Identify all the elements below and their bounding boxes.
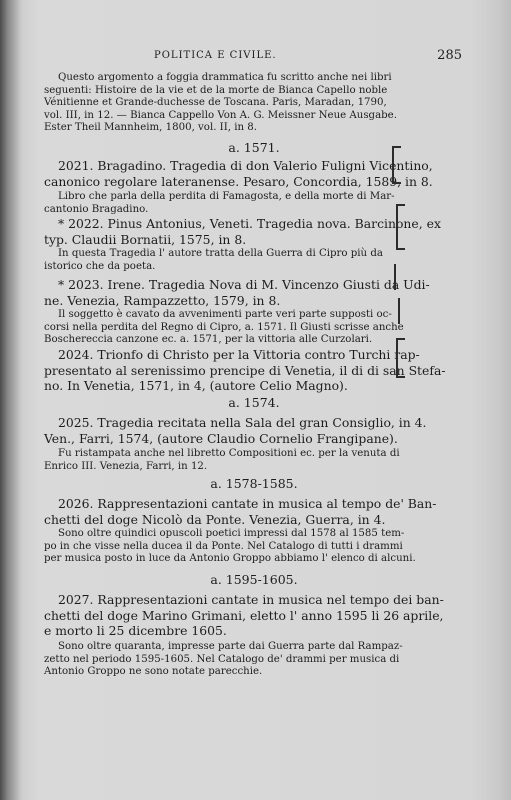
text-line: chetti del doge Marino Grimani, eletto l' anno 1595 li 26 aprile, bbox=[44, 607, 444, 623]
text-line: Enrico III. Venezia, Farri, in 12. bbox=[44, 460, 208, 472]
text-line: Vénitienne et Grande-duchesse de Toscana. Paris, Maradan, 1790, bbox=[44, 97, 387, 108]
text-line: corsi nella perdita del Regno di Cipro, a. 1571. Il Giusti scrisse anche bbox=[44, 321, 404, 333]
text-line: Fu ristampata anche nel libretto Compositioni ec. per la venuta di bbox=[58, 448, 400, 459]
entry-2027 bbox=[44, 592, 464, 639]
text-line: cantonio Bragadino. bbox=[44, 203, 149, 215]
text-line: 2027. Rappresentazioni cantate in musica nel tempo dei ban- bbox=[58, 592, 444, 607]
margin-bracket-mark bbox=[392, 146, 401, 184]
text-line: Questo argomento a foggia drammatica fu scritto anche nei libri bbox=[58, 72, 392, 83]
text-line: po in che visse nella ducea il da Ponte. Nel Catalogo di tutti i drammi bbox=[44, 540, 403, 552]
text-line: per musica posto in luce da Antonio Groppo abbiamo l' elenco di alcuni. bbox=[44, 553, 416, 564]
text-line: chetti del doge Nicolò da Ponte. Venezia, Guerra, in 4. bbox=[44, 511, 386, 527]
text-line: Ven., Farri, 1574, (autore Claudio Cornelio Frangipane). bbox=[44, 430, 398, 446]
text-line: Ester Theil Mannheim, 1800, vol. II, in 8. bbox=[44, 122, 257, 133]
entry-2026 bbox=[44, 496, 464, 527]
book-page bbox=[44, 30, 464, 770]
text-line: * 2023. Irene. Tragedia Nova di M. Vincenzo Giusti da Udi- bbox=[58, 277, 430, 292]
text-line: Sono oltre quindici opuscoli poetici impressi dal 1578 al 1585 tem- bbox=[58, 528, 405, 539]
intro-paragraph bbox=[44, 72, 464, 135]
text-line: Il soggetto è cavato da avvenimenti parte veri parte supposti oc- bbox=[58, 309, 392, 320]
year-heading: a. 1595-1605. bbox=[210, 572, 298, 587]
entry-2027-note bbox=[44, 641, 464, 679]
entry-2025-note bbox=[44, 448, 464, 473]
text-line: no. In Venetia, 1571, in 4, (autore Celio Magno). bbox=[44, 378, 348, 393]
margin-bracket-mark bbox=[396, 204, 405, 250]
text-line: istorico che da poeta. bbox=[44, 260, 156, 272]
text-line: 2021. Bragadino. Tragedia di don Valerio Fuligni Vicentino, bbox=[58, 158, 433, 173]
entry-2022-note bbox=[44, 248, 464, 273]
text-line: e morto li 25 dicembre 1605. bbox=[44, 623, 227, 638]
year-heading: a. 1574. bbox=[228, 395, 280, 410]
entry-2025 bbox=[44, 415, 464, 446]
text-line: Boschereccia canzone ec. a. 1571, per la vittoria alle Curzolari. bbox=[44, 334, 373, 345]
header-title: POLITICA E CIVILE. bbox=[154, 50, 277, 61]
entry-2021 bbox=[44, 158, 464, 189]
year-heading: a. 1571. bbox=[228, 140, 280, 155]
text-line: typ. Claudii Bornatii, 1575, in 8. bbox=[44, 231, 247, 247]
page-number: 285 bbox=[437, 48, 462, 63]
text-line: presentato al serenissimo prencipe di Venetia, il di di san Stefa- bbox=[44, 362, 446, 378]
year-heading: a. 1578-1585. bbox=[210, 476, 298, 491]
text-line: 2025. Tragedia recitata nella Sala del gran Consiglio, in 4. bbox=[58, 415, 427, 430]
text-line: zetto nel periodo 1595-1605. Nel Catalogo de' drammi per musica di bbox=[44, 653, 400, 665]
text-line: 2026. Rappresentazioni cantate in musica al tempo de' Ban- bbox=[58, 496, 437, 511]
margin-stroke-mark bbox=[394, 264, 398, 290]
entry-2026-note bbox=[44, 528, 464, 566]
text-line: * 2022. Pinus Antonius, Veneti. Tragedia nova. Barcinone, ex bbox=[58, 216, 441, 231]
text-line: Libro che parla della perdita di Famagosta, e della morte di Mar- bbox=[58, 191, 395, 202]
text-line: In questa Tragedia l' autore tratta della Guerra di Cipro più da bbox=[58, 248, 383, 259]
text-line: seguenti: Histoire de la vie et de la morte de Bianca Capello noble bbox=[44, 84, 388, 96]
text-line: 2024. Trionfo di Christo per la Vittoria contro Turchi rap- bbox=[58, 347, 420, 362]
text-line: canonico regolare lateranense. Pesaro, Concordia, 1589, in 8. bbox=[44, 173, 433, 189]
text-line: Sono oltre quaranta, impresse parte dai Guerra parte dal Rampaz- bbox=[58, 641, 403, 652]
margin-stroke-mark bbox=[398, 298, 402, 324]
margin-bracket-mark bbox=[396, 338, 405, 378]
text-line: ne. Venezia, Rampazzetto, 1579, in 8. bbox=[44, 292, 281, 308]
text-line: vol. III, in 12. — Bianca Cappello Von A. G. Meissner Neue Ausgabe. bbox=[44, 109, 397, 121]
text-line: Antonio Groppo ne sono notate parecchie. bbox=[44, 666, 263, 677]
